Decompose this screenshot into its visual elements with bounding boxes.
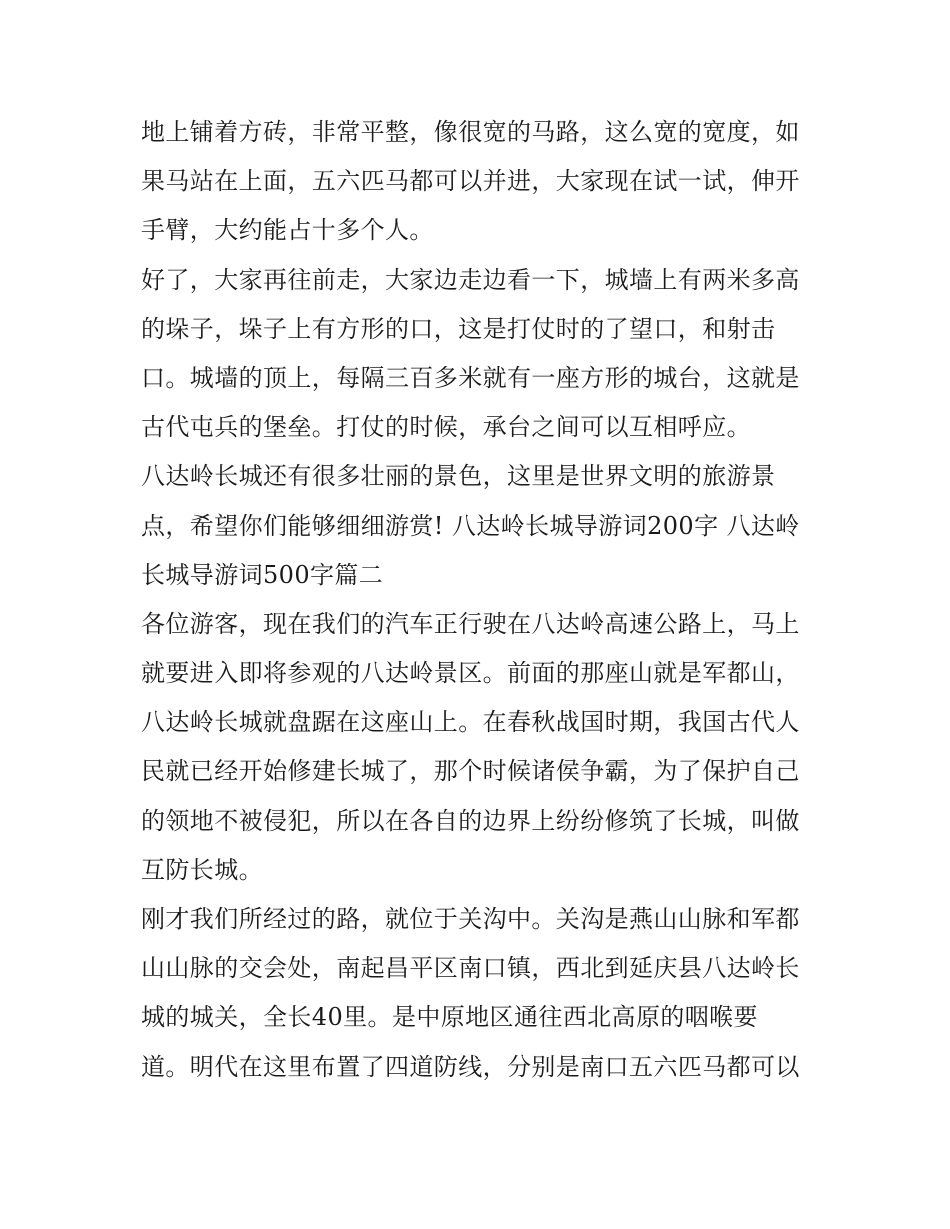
text-line: 民就已经开始修建长城了，那个时候诸侯争霸，为了保护自己 [141, 757, 800, 786]
text-line: 手臂，大约能占十多个人。 [141, 216, 434, 245]
text-line: 地上铺着方砖，非常平整，像很宽的马路，这么宽的宽度，如 [141, 118, 800, 146]
text-line: 口。城墙的顶上，每隔三百多米就有一座方形的城台，这就是 [141, 363, 800, 392]
text-line: 城的城关，全长40里。是中原地区通往西北高原的咽喉要 [141, 1003, 758, 1032]
text-line: 长城导游词500字篇二 [141, 560, 384, 589]
text-line: 就要进入即将参观的八达岭景区。前面的那座山就是军都山， [141, 659, 800, 688]
text-line: 点，希望你们能够细细游赏! 八达岭长城导游词200字 八达岭 [141, 511, 800, 540]
text-line: 八达岭长城还有很多壮丽的景色，这里是世界文明的旅游景 [141, 462, 776, 491]
text-line: 山山脉的交会处，南起昌平区南口镇，西北到延庆县八达岭长 [141, 954, 800, 983]
text-line: 的垛子，垛子上有方形的口，这是打仗时的了望口，和射击 [141, 314, 776, 343]
text-line: 刚才我们所经过的路，就位于关沟中。关沟是燕山山脉和军都 [141, 905, 800, 933]
text-line: 好了，大家再往前走，大家边走边看一下，城墙上有两米多高 [141, 265, 800, 294]
text-line: 各位游客，现在我们的汽车正行驶在八达岭高速公路上，马上 [141, 609, 800, 638]
text-line: 互防长城。 [141, 855, 263, 884]
text-line: 道。明代在这里布置了四道防线，分别是南口五六匹马都可以 [141, 1052, 800, 1081]
text-line: 果马站在上面，五六匹马都可以并进，大家现在试一试，伸开 [141, 167, 800, 196]
document-body [141, 108, 821, 1092]
text-line: 古代屯兵的堡垒。打仗的时候，承台之间可以互相呼应。 [141, 413, 751, 442]
text-line: 的领地不被侵犯，所以在各自的边界上纷纷修筑了长城，叫做 [141, 806, 800, 835]
text-line: 八达岭长城就盘踞在这座山上。在春秋战国时期，我国古代人 [141, 708, 800, 737]
